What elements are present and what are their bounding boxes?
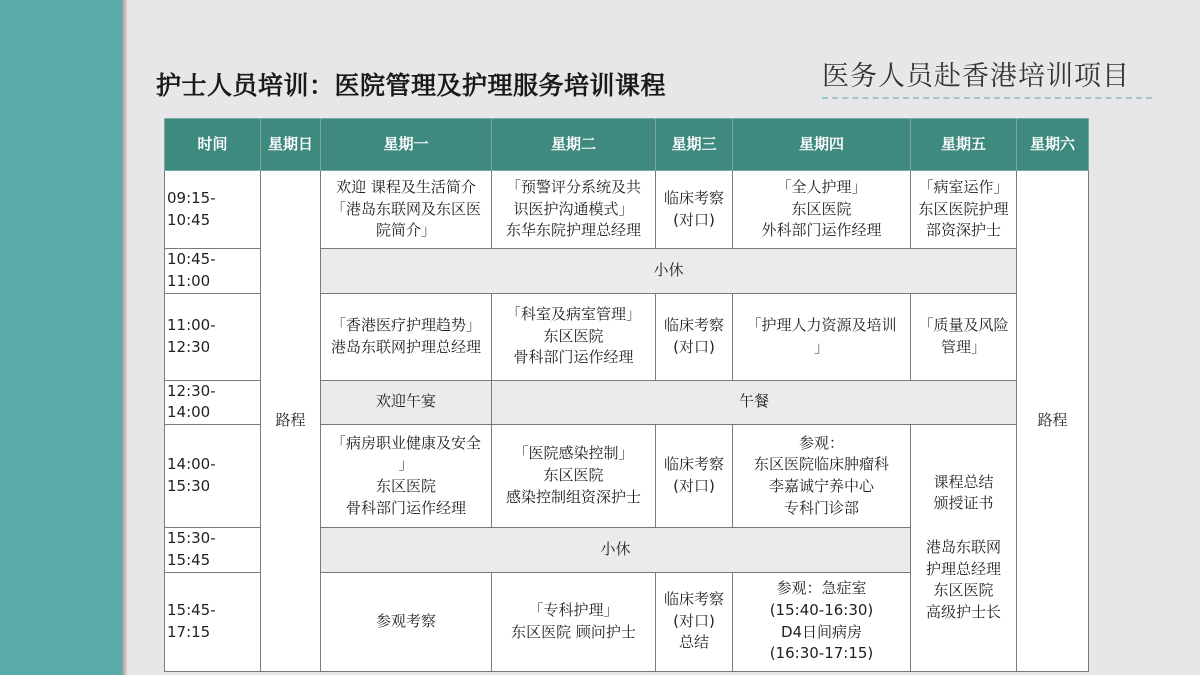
col-header-sunday: 星期日 [261,119,321,171]
session-cell [492,572,656,671]
session-text: 参观： 东区医院临床肿瘤科 李嘉诚宁养中心 专科门诊部 [753,433,889,517]
session-text: 临床考察 (对口) [663,455,724,495]
session-text: 「香港医疗护理趋势」 港岛东联网护理总经理 [330,315,481,356]
col-header-tuesday: 星期二 [492,119,656,171]
saturday-cell: 路程 [1017,171,1089,672]
col-header-wednesday: 星期三 [656,119,733,171]
session-text: 「预警评分系统及共 识医护沟通模式」 东华东院护理总经理 [505,177,641,240]
session-cell [321,572,492,671]
lunch-cell: 午餐 [492,380,1017,425]
session-cell [492,425,656,528]
session-text: 「护理人力资源及培训 」 [746,315,897,356]
time-cell: 09:15-10:45 [165,171,261,249]
session-text: 欢迎 课程及生活简介 「港岛东联网及东区医 院简介」 [330,177,481,240]
session-text: 临床考察 (对口) [663,315,724,356]
time-cell: 15:45-17:15 [165,572,261,671]
sidebar-shadow [122,0,127,675]
session-text: 「病房职业健康及安全 」 东区医院 骨科部门运作经理 [330,433,481,517]
session-cell [911,171,1017,249]
session-text: 「科室及病室管理」 东区医院 骨科部门运作经理 [505,304,641,367]
title-divider [822,97,1152,99]
session-text: 临床考察 (对口) [663,188,724,229]
time-cell: 15:30-15:45 [165,528,261,573]
session-text: 「医院感染控制」 东区医院 感染控制组资深护士 [505,444,641,506]
session-cell [321,171,492,249]
welcome-lunch-cell: 欢迎午宴 [321,380,492,425]
page-title: 护士人员培训：医院管理及护理服务培训课程 [156,71,667,100]
session-cell [656,425,733,528]
col-header-saturday: 星期六 [1017,119,1089,171]
col-header-time: 时间 [165,119,261,171]
session-cell [656,293,733,380]
session-cell [733,572,911,671]
session-cell [733,171,911,249]
session-cell [492,293,656,380]
time-cell: 10:45-11:00 [165,249,261,294]
session-cell [656,171,733,249]
session-cell [321,293,492,380]
time-cell: 14:00-15:30 [165,425,261,528]
session-text: 参观考察 [375,611,436,630]
session-cell [321,425,492,528]
sunday-cell: 路程 [261,171,321,672]
col-header-monday: 星期一 [321,119,492,171]
session-cell [733,425,911,528]
schedule-table [164,118,1089,672]
session-text: 参观：急症室 (15:40-16:30) D4日间病房 (16:30-17:15) [769,579,874,663]
session-text: 「全人护理」 东区医院 外科部门运作经理 [761,177,882,240]
session-cell [911,293,1017,380]
session-text: 课程总结 颁授证书 港岛东联网 护理总经理 东区医院 高级护士长 [925,472,1001,622]
break-cell: 小休 [321,528,911,573]
col-header-thursday: 星期四 [733,119,911,171]
session-cell [492,171,656,249]
session-cell [733,293,911,380]
break-cell: 小休 [321,249,1017,294]
col-header-friday: 星期五 [911,119,1017,171]
session-text: 临床考察 (对口) 总结 [663,589,724,652]
session-cell [656,572,733,671]
project-title: 医务人员赴香港培训项目 [822,61,1130,92]
session-text: 「专科护理」 东区医院 顾问护士 [511,600,636,641]
sidebar-accent [0,0,122,675]
session-cell [911,425,1017,672]
time-cell: 12:30-14:00 [165,380,261,425]
session-text: 「病室运作」 东区医院护理 部资深护士 [918,177,1009,240]
table-row [165,171,1089,249]
time-cell: 11:00-12:30 [165,293,261,380]
header-row [165,119,1089,171]
session-text: 「质量及风险 管理」 [918,315,1009,356]
